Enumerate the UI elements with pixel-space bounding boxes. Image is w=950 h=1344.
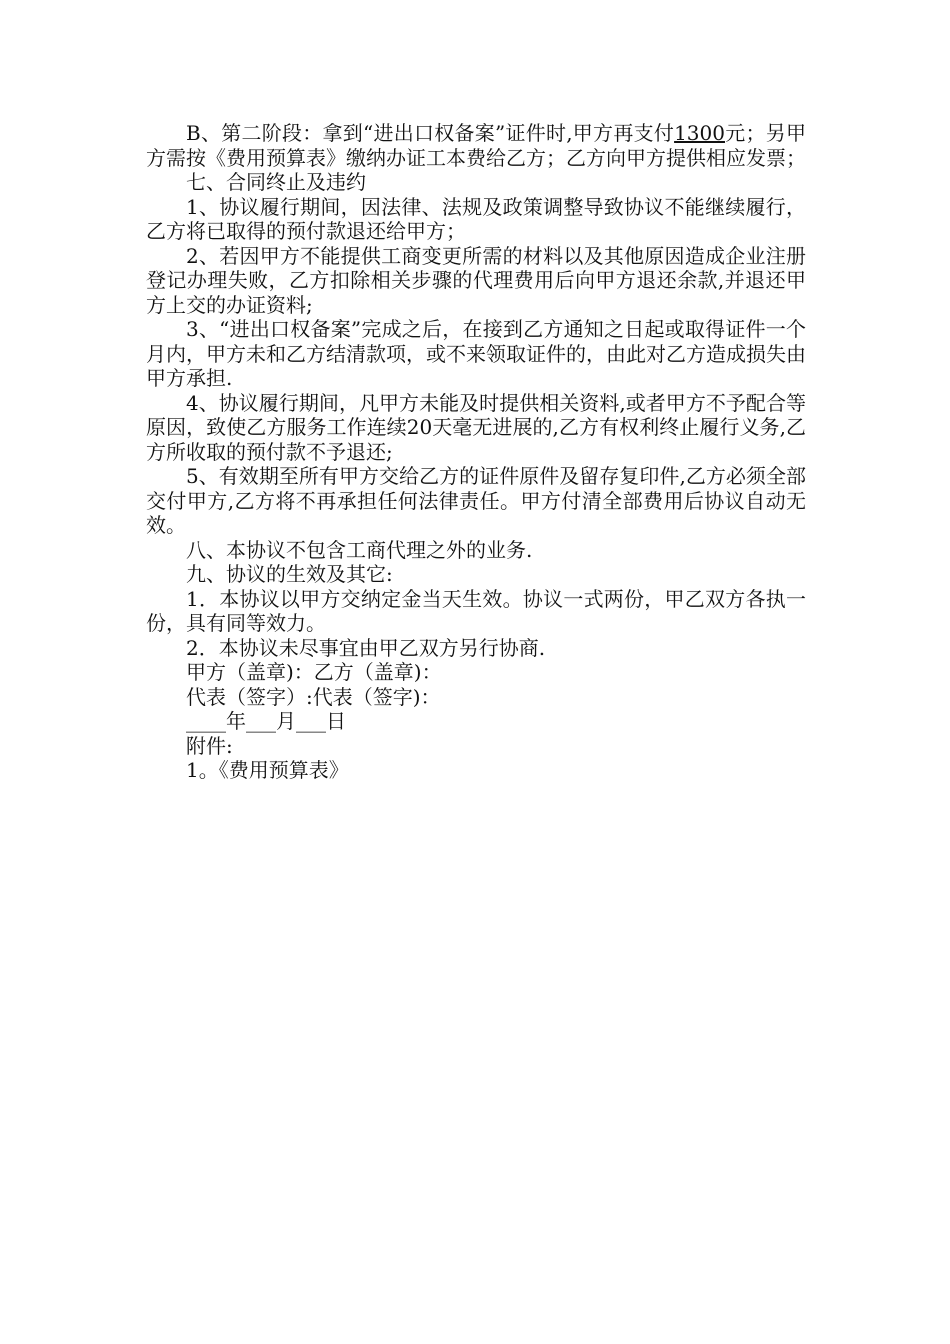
document-page bbox=[146, 121, 806, 783]
stage-b-text-before: B、第二阶段：拿到“进出口权备案”证件时,甲方再支付 bbox=[186, 121, 675, 145]
section-9-item-1: 1．本协议以甲方交纳定金当天生效。协议一式两份，甲乙双方各执一份，具有同等效力。 bbox=[146, 586, 806, 635]
section-7-item-3: 3、“进出口权备案”完成之后，在接到乙方通知之日起或取得证件一个月内，甲方未和乙方结清款项，或不来领取证件的，由此对乙方造成损失由甲方承担. bbox=[146, 317, 806, 390]
stage-b-amount: 1300 bbox=[674, 121, 725, 145]
section-7-item-1: 1、协议履行期间，因法律、法规及政策调整导致协议不能继续履行，乙方将已取得的预付款退还给甲方； bbox=[146, 194, 806, 243]
section-9-title: 九、协议的生效及其它: bbox=[186, 562, 393, 586]
section-9-item-2: 2．本协议未尽事宜由甲乙双方另行协商. bbox=[186, 635, 546, 660]
section-8: 八、本协议不包含工商代理之外的业务. bbox=[186, 537, 533, 562]
stage-b-text-after: 元；另甲方需按《费用预算表》缴纳办证工本费给乙方；乙方向甲方提供相应发票； bbox=[146, 121, 806, 170]
attachment-label: 附件: bbox=[186, 733, 233, 758]
section-7-item-2: 2、若因甲方不能提供工商变更所需的材料以及其他原因造成企业注册登记办理失败，乙方扣除相关步骤的代理费用后向甲方退还余款,并退还甲方上交的办证资料; bbox=[146, 243, 806, 317]
section-7-title: 七、合同终止及违约 bbox=[186, 170, 366, 194]
attachment-item: 1。《费用预算表》 bbox=[186, 758, 349, 782]
signature-parties: 甲方（盖章)：乙方（盖章)： bbox=[186, 660, 442, 684]
signature-date: ____年___月___日 bbox=[186, 709, 346, 733]
section-7-item-5: 5、有效期至所有甲方交给乙方的证件原件及留存复印件,乙方必须全部交付甲方,乙方将不再承担任何法律责任。甲方付清全部费用后协议自动无效。 bbox=[146, 464, 806, 537]
stage-b-paragraph bbox=[146, 121, 806, 170]
signature-representatives: 代表（签字）:代表（签字)： bbox=[186, 684, 441, 709]
section-7-item-4: 4、协议履行期间，凡甲方未能及时提供相关资料,或者甲方不予配合等原因，致使乙方服务工作连续20天毫无进展的,乙方有权利终止履行义务,乙方所收取的预付款不予退还; bbox=[146, 390, 806, 464]
